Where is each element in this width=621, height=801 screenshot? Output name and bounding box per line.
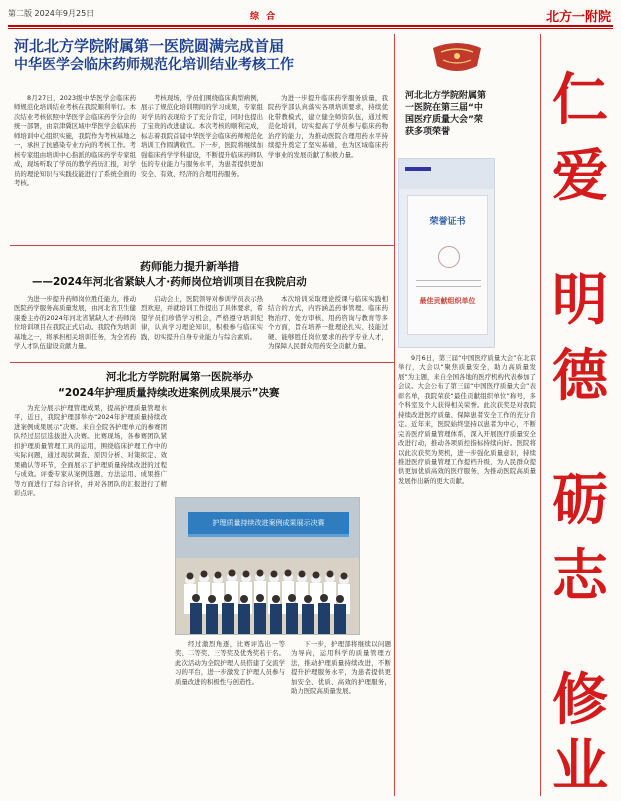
article1-title-line2: 中华医学会临床药师规范化培训结业考核工作 <box>14 57 294 73</box>
certificate-award-name: 最佳贡献组织单位 <box>419 297 476 305</box>
article-divider <box>10 245 394 246</box>
slogan-char: 爱 <box>552 143 608 209</box>
certificate-logo-mark <box>405 167 431 171</box>
certificate-emblem-icon <box>438 246 460 268</box>
certificate-line <box>416 286 481 287</box>
article-divider <box>10 362 394 363</box>
slogan-char: 明 <box>552 267 608 333</box>
slogan-char: 修 <box>552 667 608 733</box>
slogan-char: 志 <box>552 543 608 609</box>
slogan-char: 仁 <box>552 67 608 133</box>
side-article-title: 河北北方学院附属第一医院在第三届“中国医疗质量大会”荣获多项荣誉 <box>405 91 487 137</box>
certificate-header-band <box>399 159 494 189</box>
slogan-char: 业 <box>552 733 608 799</box>
article3-title: 河北北方学院附属第一医院举办 <box>106 371 253 383</box>
masthead: 北方一附院 <box>545 10 611 25</box>
article3-subtitle: “2024年护理质量持续改进案例成果展示”决赛 <box>58 387 280 399</box>
article2-column-3: 本次培训采取理论授课与临床实践相结合的方式，内容涵盖药事管理、临床药物治疗、处方审核、用药咨询与教育等多个方面，旨在培养一批理论扎实、技能过硬、能够胜任岗位要求的药学专业人才，为保障人民群众用药安全贡献力量。 <box>268 295 388 351</box>
vertical-slogan <box>544 30 616 799</box>
article2-subtitle: ——2024年河北省紧缺人才·药师岗位培训项目在我院启动 <box>32 276 307 288</box>
page-header <box>0 0 621 26</box>
article3-column-1: 为充分展示护理管理成果，提高护理质量管理水平，近日，我院护理部举办“2024年护理质量持续改进案例成果展示”决赛。来自全院各护理单元的参赛团队经过层层选拔进入决赛。比赛现场，各参赛团队紧扣护理质量管理工具的运用，围绕临床护理工作中的实际问题，通过现状调查、原因分析、对策拟定、效果确认等环节，全面展示了护理质量持续改进的过程与成效。评委专家从案例选题、方法运用、成果推广等方面进行了综合评价，并对各团队的汇报进行了精彩点评。 <box>14 404 167 498</box>
page-date-info: 第二版 2024年9月25日 <box>8 9 95 18</box>
column-divider <box>394 34 395 796</box>
slogan-char: 砺 <box>552 467 608 533</box>
side-article-body: 9月6日，第三届“中国医疗质量大会”在北京举行，大会以“聚焦质量安全，助力高质量发展”为主题，来自全国各地的医疗机构代表参加了会议。大会公布了第三届“中国医疗质量大会”表彰名单，我院荣获“最佳贡献组织单位”称号，多个科室及个人获得相关荣誉。此次获奖是对我院持续改进医疗质量、保障患者安全工作的充分肯定。近年来，医院始终坚持以患者为中心，不断完善医疗质量管理体系，深入开展医疗质量安全改进行动，推动各项质控指标持续向好。医院将以此次获奖为契机，进一步强化质量意识，持续推进医疗质量管理工作提档升级，为人民群众提供更加优质高效的医疗服务，为推动医院高质量发展作出新的更大贡献。 <box>398 354 536 485</box>
article1-column-2: 考核现场，学员们围绕临床典型病例，展示了规范化培训期间的学习成果，专家组对学员的表现给予了充分肯定，同时也提出了宝贵的改进建议。本次考核的顺利完成，标志着我院首届中华医学会临床药师规范化培训工作圆满收官。下一步，医院将继续加强临床药学学科建设，不断提升临床药师队伍的专业能力与服务水平，为患者提供更加安全、有效、经济的合理用药服务。 <box>141 94 263 178</box>
article2-title: 药师能力提升新举措 <box>140 260 239 273</box>
article3-column-3: 下一步，护理部将继续以问题为导向，运用科学的质量管理方法，推动护理质量持续改进，不断提升护理服务水平，为患者提供更加安全、优质、高效的护理服务，助力医院高质量发展。 <box>291 640 391 696</box>
article1-column-1: 8月27日，2023级中华医学会临床药师规范化培训结业考核在我院顺利举行。本次结业考核依照中华医学会临床药学分会的统一部署，由京津冀区域中华医学会临床药师培训中心组织实施，我院作为考核基地之一，承担了抗感染专业方向的考核工作。考核专家组由培训中心指派的临床药学专家组成，现场听取了学员的教学药历汇报，对学员的理论知识与实践技能进行了系统全面的考核。 <box>14 94 136 188</box>
honor-certificate <box>398 158 495 348</box>
certificate-line <box>416 280 481 281</box>
article2-column-1: 为进一步提升药师岗位胜任能力，推动医院药学服务高质量发展，由河北省卫生健康委主办的2024年河北省紧缺人才·药师岗位培训项目在我院正式启动。我院作为培训基地之一，将承担相关培训任务，为全省药学人才队伍建设贡献力量。 <box>14 295 136 351</box>
article3-column-2: 经过激烈角逐，比赛评选出一等奖、二等奖、三等奖及优秀奖若干名。此次活动为全院护理人员搭建了交流学习的平台，进一步激发了护理人员参与质量改进的积极性与创造性。 <box>175 640 285 686</box>
slogan-divider <box>540 34 541 796</box>
chinese-knot-icon <box>427 36 487 78</box>
article1-column-3: 为进一步提升临床药学服务质量，我院药学部认真落实各项培训要求，持续优化带教模式，建立健全师资队伍，通过规范化培训，切实提高了学员参与临床药物治疗的能力，为推动医院合理用药水平持续提升奠定了坚实基础，也为区域临床药学事业的发展贡献了积极力量。 <box>268 94 388 159</box>
certificate-title: 荣誉证书 <box>429 217 466 227</box>
group-photo <box>175 497 360 635</box>
header-divider <box>8 25 613 27</box>
slogan-char: 德 <box>552 343 608 409</box>
article1-title-line1: 河北北方学院附属第一医院圆满完成首届 <box>14 37 285 55</box>
article2-column-2: 启动会上，医院领导对参训学员表示热烈欢迎，并就培训工作提出了具体要求，希望学员们珍惜学习机会，严格遵守培训纪律，认真学习理论知识，积极参与临床实践，切实提升自身专业能力与综合素质。 <box>141 295 263 341</box>
section-tag: 综 合 <box>250 12 278 22</box>
certificate-card <box>407 195 488 335</box>
header-divider-thin <box>8 28 613 29</box>
photo-banner-text: 护理质量持续改进案例成果展示决赛 <box>212 519 325 527</box>
